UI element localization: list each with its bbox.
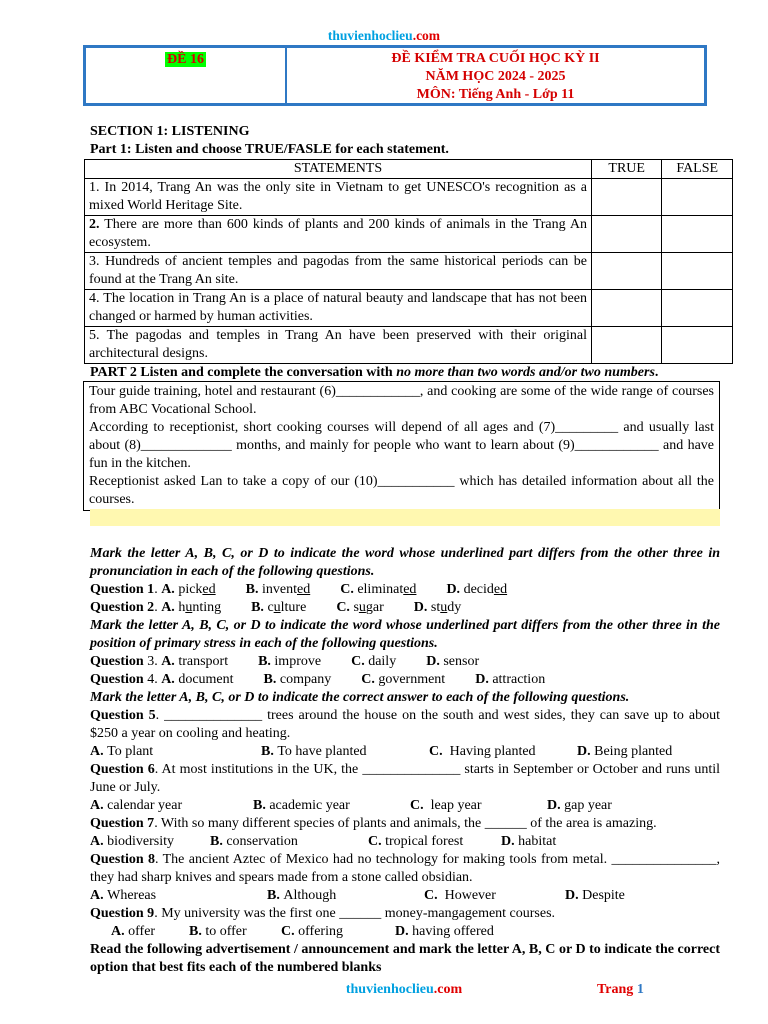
question-3: Question 3. A. transport B. improve C. daily D. sensor (90, 654, 480, 669)
false-cell[interactable] (662, 327, 733, 364)
false-cell[interactable] (662, 179, 733, 216)
conversation-line: Tour guide training, hotel and restaurant (6)____________, and cooking are some of the wide range of courses from ABC Vocational School. (89, 384, 714, 417)
question-8: Question 8. The ancient Aztec of Mexico had no technology for making tools from metal. _______________, they had sharp knives and spears made from a stone called obsidian. (90, 852, 720, 885)
conversation-line: According to receptionist, short cooking courses will depend of all ages and (7)_________ and usually last about (8)_____________ months, and mainly for people who want to learn about (9)____________ and have fun in the kitchen. (89, 420, 714, 471)
exam-title-cell (287, 48, 704, 103)
instruction-reading: Read the following advertisement / announcement and mark the letter A, B, C or D to indicate the correct option that best fits each of the numbered blanks (90, 942, 720, 975)
table-row: 2. There are more than 600 kinds of plants and 200 kinds of animals in the Trang An ecosystem. (85, 216, 733, 253)
table-row: 4. The location in Trang An is a place of natural beauty and landscape that has not been changed or harmed by human activities. (85, 290, 733, 327)
conversation-line: Receptionist asked Lan to take a copy of our (10)___________ which has detailed information about all the courses. (89, 474, 714, 507)
table-row: 3. Hundreds of ancient temples and pagodas from the same historical periods can be found at the Trang An site. (85, 253, 733, 290)
highlight-bar (90, 509, 720, 526)
site-logo-bottom: thuvienhoclieu.com (345, 982, 463, 997)
th-true: TRUE (591, 160, 661, 179)
question-7: Question 7. With so many different species of plants and animals, the ______ of the area is amazing. (90, 816, 657, 831)
options-8: A. Whereas B. Although C. However D. Despite (90, 888, 625, 903)
page-number: Trang 1 (597, 982, 644, 997)
questions-area (90, 545, 720, 977)
options-7: A. biodiversity B. conservation C. tropical forest D. habitat (90, 834, 557, 849)
true-cell[interactable] (591, 327, 661, 364)
th-false: FALSE (662, 160, 733, 179)
exam-code-cell (86, 48, 287, 103)
true-cell[interactable] (591, 290, 661, 327)
false-cell[interactable] (662, 216, 733, 253)
true-cell[interactable] (591, 253, 661, 290)
options-6: A. calendar year B. academic year C. leap year D. gap year (90, 798, 612, 813)
false-cell[interactable] (662, 290, 733, 327)
part2-title: PART 2 Listen and complete the conversation with no more than two words and/or two numbers. (90, 365, 659, 380)
table-row: 5. The pagodas and temples in Trang An have been preserved with their original architectural designs. (85, 327, 733, 364)
question-4: Question 4. A. document B. company C. government D. attraction (90, 672, 546, 687)
instruction-pronunciation: Mark the letter A, B, C, or D to indicate the word whose underlined part differs from the other three in pronunciation in each of the following questions. (90, 546, 720, 579)
options-9: A. offer B. to offer C. offering D. having offered (111, 924, 494, 939)
instruction-correct: Mark the letter A, B, C, or D to indicate the correct answer to each of the following questions. (90, 690, 630, 705)
question-1: Question 1. A. picked B. invented C. eliminated D. decided (90, 582, 508, 597)
statements-table (84, 159, 733, 364)
instruction-stress: Mark the letter A, B, C, or D to indicate the word whose underlined part differs from the other three in the position of primary stress in each of the following questions. (90, 618, 720, 651)
question-9: Question 9. My university was the first one ______ money-mangagement courses. (90, 906, 556, 921)
question-6: Question 6. At most institutions in the UK, the ______________ starts in September or October and runs until June or July. (90, 762, 720, 795)
site-logo-top: thuvienhoclieu.com (327, 28, 441, 43)
question-5: Question 5. ______________ trees around the house on the south and west sides, they can save up to about $250 a year on cooling and heating. (90, 708, 720, 741)
conversation-box (83, 381, 720, 511)
true-cell[interactable] (591, 179, 661, 216)
exam-year: NĂM HỌC 2024 - 2025 (425, 69, 566, 84)
exam-title: ĐỀ KIỂM TRA CUỐI HỌC KỲ II (391, 51, 600, 66)
true-cell[interactable] (591, 216, 661, 253)
false-cell[interactable] (662, 253, 733, 290)
exam-code: ĐỀ 16 (167, 52, 204, 67)
question-2: Question 2. A. hunting B. culture C. sugar D. study (90, 600, 462, 615)
options-5: A. To plant B. To have planted C. Having planted D. Being planted (90, 744, 673, 759)
exam-header (83, 45, 707, 106)
table-row: 1. In 2014, Trang An was the only site in Vietnam to get UNESCO's recognition as a mixed World Heritage Site. (85, 179, 733, 216)
section-title: SECTION 1: LISTENING (90, 124, 250, 139)
exam-subject: MÔN: Tiếng Anh - Lớp 11 (416, 87, 575, 102)
th-statements: STATEMENTS (85, 160, 592, 179)
part1-title: Part 1: Listen and choose TRUE/FASLE for each statement. (90, 142, 449, 157)
